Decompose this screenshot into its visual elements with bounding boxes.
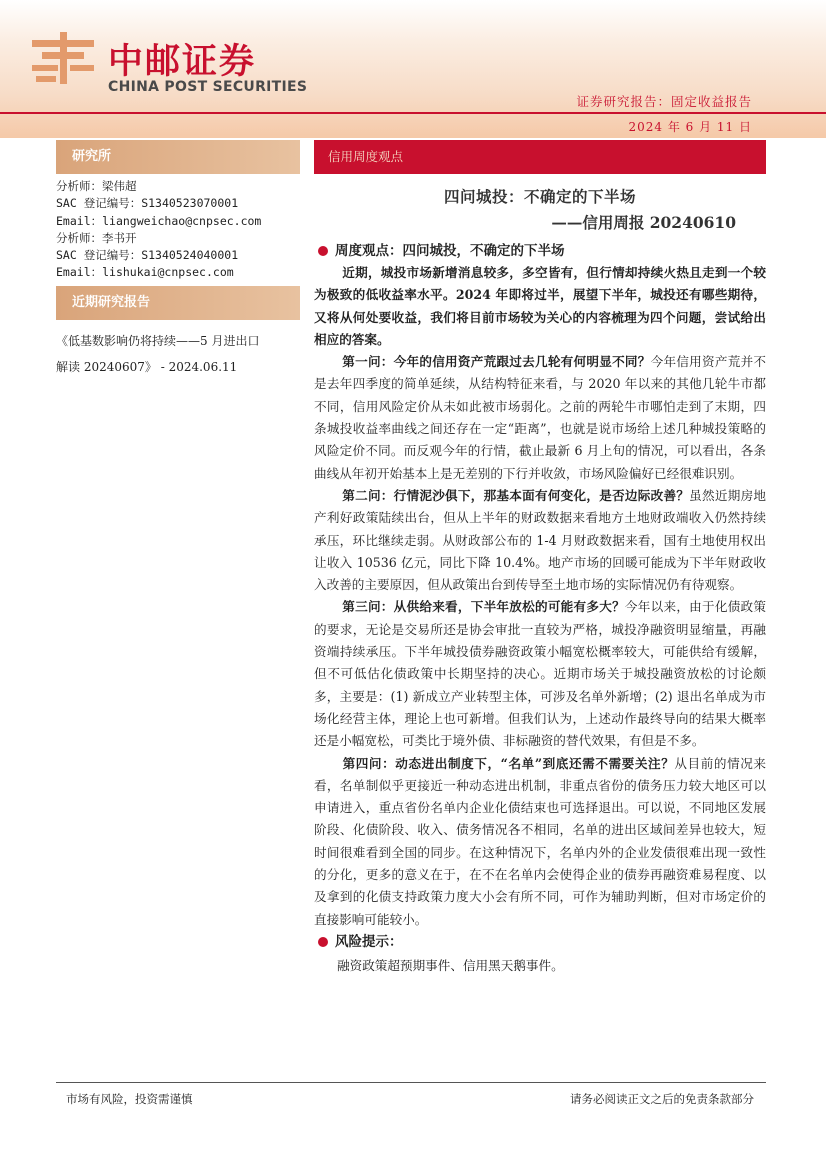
sidebar — [56, 140, 300, 380]
risk-heading-text: 风险提示： — [335, 933, 403, 950]
question-2-title: 第二问：行情泥沙俱下，那基本面有何变化，是否边际改善？ — [342, 487, 690, 503]
analyst-email[interactable]: Email：lishukai@cnpsec.com — [56, 265, 234, 280]
analyst-line: 分析师：梁伟超 — [56, 179, 137, 193]
recent-report-item[interactable] — [56, 320, 300, 380]
main-content — [314, 140, 766, 977]
question-4-paragraph — [314, 753, 766, 931]
question-3-paragraph — [314, 596, 766, 752]
question-1-text: 今年信用资产荒并不是去年四季度的简单延续，从结构特征来看，与 2020 年以来的其他几轮牛市都不同，信用风险定价从未如此被市场弱化。之前的两轮牛市哪怕走到了末期，四条城投收益率曲线之间还存在一定“距离”，也就是说市场给上述几种城投策略的风险定价不同。而反观今年的行情，截止最新 6 月上旬的情况，可以看出，各条曲线从年初开始基本上是无差别的下行并收敛，市场风险偏好已经很难识别。 — [314, 354, 767, 481]
question-4-title: 第四问：动态进出制度下，“名单”到底还需不需要关注？ — [342, 755, 675, 771]
report-date: 2024 年 6 月 11 日 — [628, 120, 752, 134]
footer-divider — [56, 1082, 766, 1083]
analyst-info — [56, 174, 300, 282]
question-1-paragraph — [314, 351, 766, 485]
analyst-line: 分析师：李书开 — [56, 230, 137, 245]
risk-heading — [314, 931, 766, 953]
bullet-icon — [318, 246, 328, 256]
recent-report-line: 《低基数影响仍将持续——5 月进出口 — [56, 333, 260, 348]
lead-text: 近期，城投市场新增消息较多，多空皆有，但行情却持续火热且走到一个较为极致的低收益率水平。2024 年即将过半，展望下半年，城投还有哪些期待，又将从何处要收益，我们将目前市场较为关心的内容梳理为四个问题，尝试给出相应的答案。 — [314, 265, 766, 347]
analyst-line: SAC 登记编号：S1340523070001 — [56, 196, 239, 211]
recent-reports-heading: 近期研究报告 — [56, 286, 300, 320]
risk-text: 融资政策超预期事件、信用黑天鹅事件。 — [337, 957, 564, 973]
question-3-title: 第三问：从供给来看，下半年放松的可能有多大？ — [342, 599, 625, 615]
bullet-icon — [318, 937, 328, 947]
page-header — [0, 0, 826, 138]
logo-english-name: CHINA POST SECURITIES — [108, 79, 308, 95]
column-name-bar: 信用周度观点 — [314, 140, 766, 174]
report-type-label: 证券研究报告：固定收益报告 — [576, 94, 752, 109]
document-title: 四问城投：不确定的下半场 — [443, 187, 636, 206]
china-post-logo-icon — [28, 32, 98, 84]
analyst-email[interactable]: Email：liangweichao@cnpsec.com — [56, 213, 262, 228]
weekly-view-heading — [314, 240, 766, 262]
logo-chinese-name: 中邮证券 — [108, 42, 257, 82]
document-subtitle: ——信用周报 20240610 — [551, 213, 736, 232]
recent-report-line: 解读 20240607》 - 2024.06.11 — [56, 359, 238, 374]
research-institute-heading: 研究所 — [56, 140, 300, 174]
question-2-text: 虽然近期房地产利好政策陆续出台，但从上半年的财政数据来看地方土地财政端收入仍然持续承压，环比继续走弱。从财政部公布的 1-4 月财政数据来看，国有土地使用权出让收入 10536 亿元，同比下降 10.4%。地产市场的回暖可能成为下半年财政收入改善的主要原因，但从政策出台到传导至土地市场的实际情况仍有待观察。 — [314, 487, 767, 593]
question-3-text: 今年以来，由于化债政策的要求，无论是交易所还是协会审批一直较为严格，城投净融资明显缩量，再融资端持续承压。下半年城投债券融资政策小幅宽松概率较大，可能供给有缓解，但不可低估化债政策中长期坚持的决心。近期市场关于城投融资放松的讨论颇多，主要是：(1) 新成立产业转型主体，可涉及名单外新增；(2) 退出名单成为市场化经营主体，理论上也可新增。但我们认为，上述动作最终导向的结果大概率还是小幅宽松，可类比于境外债、非标融资的替代效果，有但是不多。 — [314, 599, 767, 749]
question-2-paragraph — [314, 485, 766, 596]
question-4-text: 从目前的情况来看，名单制似乎更接近一种动态进出机制，非重点省份的债务压力较大地区可以申请进入，重点省份名单内企业化债结束也可选择退出。可以说，不同地区发展阶段、化债阶段、收入、债务情况各不相同，名单的进出区域间差异也较大，短时间很难看到全国的同步。在这种情况下，名单内外的企业发债很难出现一致性的分化，更多的意义在于，在不在名单内会使得企业的债券再融资难易程度、以及拿到的化债支持政策力度大小会有所不同，可作为辅助判断，但对市场定价的直接影响可能较小。 — [314, 755, 767, 927]
question-1-title: 第一问：今年的信用资产荒跟过去几轮有何明显不同？ — [342, 354, 651, 370]
weekly-view-heading-text: 周度观点：四问城投，不确定的下半场 — [335, 243, 565, 259]
footer-risk-notice: 市场有风险，投资需谨慎 — [66, 1092, 193, 1106]
analyst-line: SAC 登记编号：S1340524040001 — [56, 248, 239, 263]
header-divider — [0, 112, 826, 114]
footer-disclaimer-notice: 请务必阅读正文之后的免责条款部分 — [570, 1092, 754, 1106]
lead-paragraph — [314, 262, 766, 351]
